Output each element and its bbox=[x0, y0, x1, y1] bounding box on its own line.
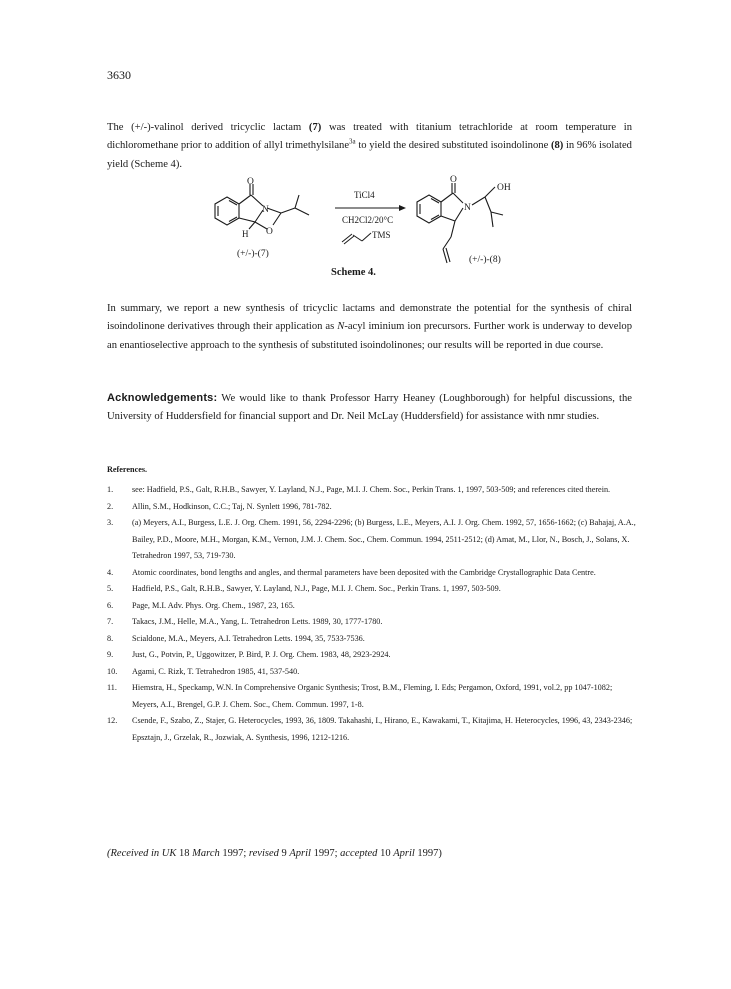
received-dates bbox=[107, 848, 442, 859]
reference-number: 2. bbox=[107, 501, 114, 511]
atom-o-ring: O bbox=[266, 227, 273, 237]
italic-text: N bbox=[337, 321, 345, 333]
label-compound-7: (+/-)-(7) bbox=[237, 249, 269, 259]
text: in 96% isolated yield (Scheme 4). bbox=[107, 140, 632, 170]
reference-text: (a) Meyers, A.I., Burgess, L.E. J. Org. Chem. 1991, 56, 2294-2296; (b) Burgess, L.E., Meyers, A.I. J. Org. Chem. 1992, 57, 1656-1662; (c) Bahajaj, A.A., Bailey, P.D., Moore, M.H., Morgan, K.M., Vernon, J.M. J. Chem. Soc., Chem. Commun. 1994, 2511-2512; (d) Amat, M., Llor, N., Bosch, J., Solans, X. Tetrahedron 1997, 53, 719-730. bbox=[132, 518, 636, 560]
reference-number: 3. bbox=[107, 518, 114, 527]
reference-number: 10. bbox=[107, 666, 118, 676]
text: We would like to thank Professor Harry Heaney (Loughborough) for helpful discussions, the University of Huddersfield for financial support and Dr. Neil McLay (Huddersfield) for assistance with nmr studies. bbox=[107, 393, 632, 423]
reference-number: 8. bbox=[107, 633, 114, 643]
atom-o: O bbox=[450, 175, 457, 185]
reference-number: 4. bbox=[107, 567, 114, 577]
compound-ref: (7) bbox=[308, 122, 322, 133]
reference-item bbox=[107, 680, 637, 713]
reference-text: Allin, S.M., Hodkinson, C.C.; Taj, N. Synlett 1996, 781-782. bbox=[132, 501, 332, 511]
text: April bbox=[289, 848, 311, 859]
reference-number: 9. bbox=[107, 650, 114, 659]
reference-number: 6. bbox=[107, 600, 114, 610]
acknowledgements-heading: Acknowledgements: bbox=[107, 392, 218, 404]
reference-text: Agami, C. Rizk, T. Tetrahedron 1985, 41, 537-540. bbox=[132, 666, 300, 676]
reference-item bbox=[107, 664, 637, 681]
reference-text: Just, G., Potvin, P., Uggowitzer, P. Bird, P. J. Org. Chem. 1983, 48, 2923-2924. bbox=[132, 650, 391, 659]
reagent-solvent: CH2Cl2/20°C bbox=[342, 215, 394, 225]
compound-ref: (8) bbox=[550, 140, 564, 152]
text: revised bbox=[248, 848, 279, 859]
paragraph-scheme-intro bbox=[107, 119, 632, 174]
text: to yield the desired substituted isoindolinone bbox=[355, 140, 551, 152]
text: UK bbox=[161, 848, 177, 859]
reference-item bbox=[107, 647, 637, 664]
text: March bbox=[192, 848, 220, 859]
reference-item bbox=[107, 713, 637, 746]
right-molecule bbox=[417, 183, 503, 263]
text: was treated with titanium tetrachloride at room temperature in dichloromethane prior to addition of allyl trimethylsilane bbox=[107, 122, 632, 152]
text: In summary, we report a new synthesis of tricyclic lactams and demonstrate the potential for the synthesis of chiral isoindolinone derivatives through their application as bbox=[107, 303, 632, 333]
atom-o: O bbox=[247, 177, 254, 187]
text: 1997; bbox=[219, 848, 249, 859]
atom-h: H bbox=[242, 229, 249, 239]
citation: 3a bbox=[349, 137, 356, 146]
reference-text: Hadfield, P.S., Galt, R.H.B., Sawyer, Y. Layland, N.J., Page, M.I. J. Chem. Soc., Perkin Trans. 1, 1997, 503-509. bbox=[132, 584, 501, 593]
text: 9 bbox=[278, 848, 290, 859]
reference-text: Scialdone, M.A., Meyers, A.I. Tetrahedron Letts. 1994, 35, 7533-7536. bbox=[132, 633, 365, 643]
arrow-head bbox=[399, 205, 406, 211]
text: accepted bbox=[340, 848, 378, 859]
text: The (+/-)-valinol derived tricyclic lactam bbox=[107, 122, 309, 133]
text: April bbox=[393, 848, 415, 859]
scheme-caption: Scheme 4. bbox=[331, 267, 376, 278]
text: 1997; bbox=[310, 848, 341, 859]
references-list bbox=[107, 482, 637, 746]
atom-n: N bbox=[262, 205, 269, 215]
reference-number: 11. bbox=[107, 683, 117, 692]
reference-item bbox=[107, 581, 637, 598]
text: 1997) bbox=[414, 848, 442, 859]
page-number: 3630 bbox=[107, 68, 131, 82]
reference-text: Atomic coordinates, bond lengths and angles, and thermal parameters have been deposited with the Cambridge Crystallographic Data Centre. bbox=[132, 567, 596, 577]
atom-oh: OH bbox=[497, 183, 511, 193]
reference-number: 1. bbox=[107, 485, 114, 494]
text: -acyl iminium ion precursors. Further work is underway to develop an enantioselective approach to the synthesis of substituted isoindolinones; our results will be reported in due course. bbox=[107, 321, 632, 351]
references-heading: References. bbox=[107, 465, 148, 474]
text: (Received in bbox=[107, 848, 162, 859]
reference-item bbox=[107, 598, 637, 615]
reagent-ticl4: TiCl4 bbox=[354, 190, 375, 200]
scheme-4-figure bbox=[207, 175, 537, 300]
reference-number: 7. bbox=[107, 617, 114, 626]
allyl-tms-drawing bbox=[342, 233, 371, 244]
paragraph-acknowledgements bbox=[107, 389, 632, 427]
text: 10 bbox=[377, 848, 394, 859]
label-compound-8: (+/-)-(8) bbox=[469, 255, 501, 265]
text: 18 bbox=[176, 848, 193, 859]
reference-item bbox=[107, 515, 637, 565]
reagent-tms: TMS bbox=[372, 230, 391, 240]
reference-text: Hiemstra, H., Speckamp, W.N. In Comprehensive Organic Synthesis; Trost, B.M., Fleming, I. Eds; Pergamon, Oxford, 1991, vol.2, pp 1047-1082; Meyers, A.I., Brengel, G.P. J. Chem. Soc., Chem. Commun. 1997, 1-8. bbox=[132, 683, 613, 709]
reference-number: 5. bbox=[107, 584, 114, 593]
reference-text: Takacs, J.M., Helle, M.A., Yang, L. Tetrahedron Letts. 1989, 30, 1777-1780. bbox=[132, 617, 383, 626]
reference-item bbox=[107, 499, 637, 516]
reference-number: 12. bbox=[107, 716, 118, 725]
reference-item bbox=[107, 565, 637, 582]
reference-item bbox=[107, 614, 637, 631]
paragraph-summary bbox=[107, 300, 632, 355]
atom-n: N bbox=[464, 203, 471, 213]
reference-text: see: Hadfield, P.S., Galt, R.H.B., Sawyer, Y. Layland, N.J., Page, M.I. J. Chem. Soc., Perkin Trans. 1, 1997, 503-509; and references cited therein. bbox=[132, 485, 611, 494]
reference-text: Page, M.I. Adv. Phys. Org. Chem., 1987, 23, 165. bbox=[132, 600, 295, 610]
reference-item bbox=[107, 482, 637, 499]
reference-text: Csende, F., Szabo, Z., Stajer, G. Heterocycles, 1993, 36, 1809. Takahashi, I., Hirano, E., Kawakami, T., Kitajima, H. Heterocycles, 1996, 43, 2343-2346; Epsztajn, J., Grzelak, R., Jozwiak, A. Synthesis, 1996, 1212-1216. bbox=[132, 716, 633, 742]
reference-item bbox=[107, 631, 637, 648]
